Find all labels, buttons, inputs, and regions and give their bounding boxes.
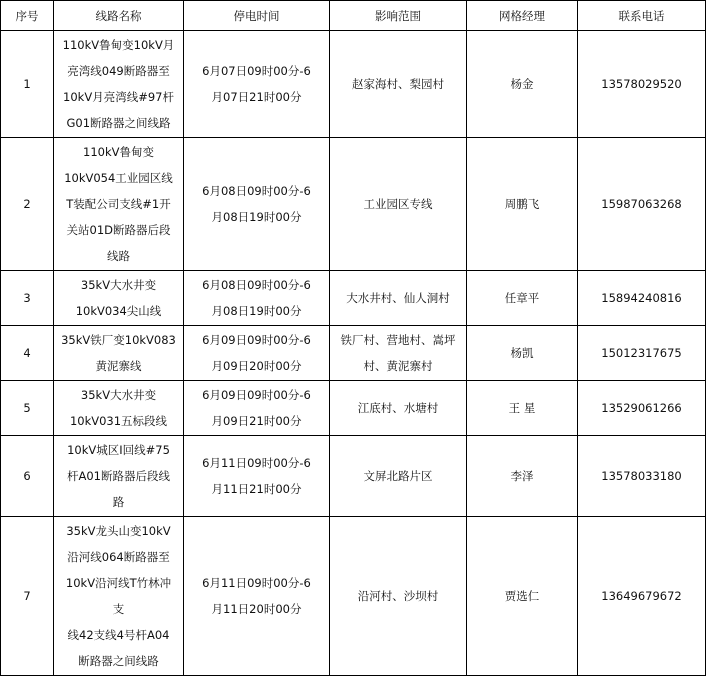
header-outage-time: 停电时间: [184, 1, 330, 31]
line-name-cell: [54, 517, 184, 676]
line-name-part: 110kV鲁甸变10kV月: [62, 38, 175, 52]
header-line-name: 线路名称: [54, 1, 184, 31]
grid-manager-cell: 王 星: [467, 381, 578, 436]
line-name-part: 10kV月亮湾线#97杆: [63, 90, 174, 104]
header-index: 序号: [1, 1, 54, 31]
grid-manager-cell: 李泽: [467, 436, 578, 517]
outage-time-part: 月07日21时00分: [211, 90, 302, 104]
affected-area-cell: 赵家海村、梨园村: [330, 31, 467, 138]
line-name-part: 支: [112, 602, 125, 616]
outage-time-cell: [184, 326, 330, 381]
table-row: [1, 31, 706, 138]
contact-phone-cell: 15894240816: [578, 271, 706, 326]
line-name-part: 线路: [107, 249, 130, 263]
outage-time-part: 月09日20时00分: [211, 359, 302, 373]
table-row: [1, 271, 706, 326]
contact-phone-cell: 15987063268: [578, 138, 706, 271]
header-contact-phone: 联系电话: [578, 1, 706, 31]
contact-phone-cell: 13529061266: [578, 381, 706, 436]
line-name-part: 35kV大水井变: [80, 388, 157, 402]
line-name-part: 沿河线064断路器至: [67, 550, 170, 564]
line-name-part: 35kV大水井变: [80, 278, 157, 292]
line-name-part: 10kV沿河线T竹林冲: [65, 576, 172, 590]
line-name-part: 10kV034尖山线: [75, 304, 162, 318]
row-index: 6: [1, 436, 54, 517]
affected-area-cell: 工业园区专线: [330, 138, 467, 271]
outage-time-cell: [184, 517, 330, 676]
row-index: 2: [1, 138, 54, 271]
line-name-part: 35kV铁厂变10kV083: [61, 333, 176, 347]
line-name-part: 杆A01断路器后段线: [67, 469, 170, 483]
line-name-cell: [54, 436, 184, 517]
outage-time-cell: [184, 138, 330, 271]
line-name-cell: [54, 271, 184, 326]
outage-time-part: 月09日21时00分: [211, 414, 302, 428]
outage-time-part: 6月09日09时00分-6: [202, 333, 311, 347]
grid-manager-cell: 贾选仁: [467, 517, 578, 676]
affected-area-cell: 沿河村、沙坝村: [330, 517, 467, 676]
row-index: 1: [1, 31, 54, 138]
table-row: [1, 326, 706, 381]
line-name-part: 断路器之间线路: [78, 654, 159, 668]
line-name-part: 10kV城区Ⅰ回线#75: [67, 443, 170, 457]
line-name-part: 10kV054工业园区线: [64, 171, 173, 185]
contact-phone-cell: 15012317675: [578, 326, 706, 381]
line-name-part: 线42支线4号杆A04: [67, 628, 170, 642]
outage-time-part: 月08日19时00分: [211, 304, 302, 318]
grid-manager-cell: 杨凯: [467, 326, 578, 381]
row-index: 5: [1, 381, 54, 436]
outage-time-part: 6月11日09时00分-6: [202, 456, 311, 470]
grid-manager-cell: 周鹏飞: [467, 138, 578, 271]
line-name-part: T装配公司支线#1开: [66, 197, 171, 211]
line-name-part: 关站01D断路器后段: [66, 223, 171, 237]
line-name-part: 110kV鲁甸变: [83, 145, 154, 159]
outage-time-part: 月11日21时00分: [211, 482, 302, 496]
outage-time-part: 6月07日09时00分-6: [202, 64, 311, 78]
table-header-row: [1, 1, 706, 31]
outage-time-part: 月11日20时00分: [211, 602, 302, 616]
row-index: 4: [1, 326, 54, 381]
contact-phone-cell: 13578033180: [578, 436, 706, 517]
table-row: [1, 517, 706, 676]
outage-time-part: 6月11日09时00分-6: [202, 576, 311, 590]
line-name-part: 35kV龙头山变10kV: [66, 524, 171, 538]
affected-area-cell: 大水井村、仙人洞村: [330, 271, 467, 326]
table-row: [1, 381, 706, 436]
table-row: [1, 436, 706, 517]
outage-time-cell: [184, 436, 330, 517]
line-name-cell: [54, 138, 184, 271]
line-name-part: 黄泥寨线: [95, 359, 142, 373]
row-index: 7: [1, 517, 54, 676]
line-name-cell: [54, 31, 184, 138]
affected-area-cell: 文屏北路片区: [330, 436, 467, 517]
grid-manager-cell: 杨金: [467, 31, 578, 138]
header-grid-manager: 网格经理: [467, 1, 578, 31]
line-name-cell: [54, 326, 184, 381]
outage-time-part: 6月09日09时00分-6: [202, 388, 311, 402]
outage-time-part: 月08日19时00分: [211, 210, 302, 224]
affected-area-cell: 铁厂村、营地村、嵩坪村、黄泥寨村: [330, 326, 467, 381]
outage-time-part: 6月08日09时00分-6: [202, 278, 311, 292]
contact-phone-cell: 13578029520: [578, 31, 706, 138]
line-name-part: 亮湾线049断路器至: [67, 64, 170, 78]
line-name-part: 10kV031五标段线: [69, 414, 168, 428]
row-index: 3: [1, 271, 54, 326]
contact-phone-cell: 13649679672: [578, 517, 706, 676]
outage-time-cell: [184, 271, 330, 326]
outage-time-cell: [184, 381, 330, 436]
table-row: [1, 138, 706, 271]
outage-time-cell: [184, 31, 330, 138]
line-name-part: G01断路器之间线路: [66, 116, 171, 130]
outage-time-part: 6月08日09时00分-6: [202, 184, 311, 198]
line-name-part: 路: [112, 495, 125, 509]
header-affected-area: 影响范围: [330, 1, 467, 31]
affected-area-cell: 江底村、水塘村: [330, 381, 467, 436]
line-name-cell: [54, 381, 184, 436]
grid-manager-cell: 任章平: [467, 271, 578, 326]
